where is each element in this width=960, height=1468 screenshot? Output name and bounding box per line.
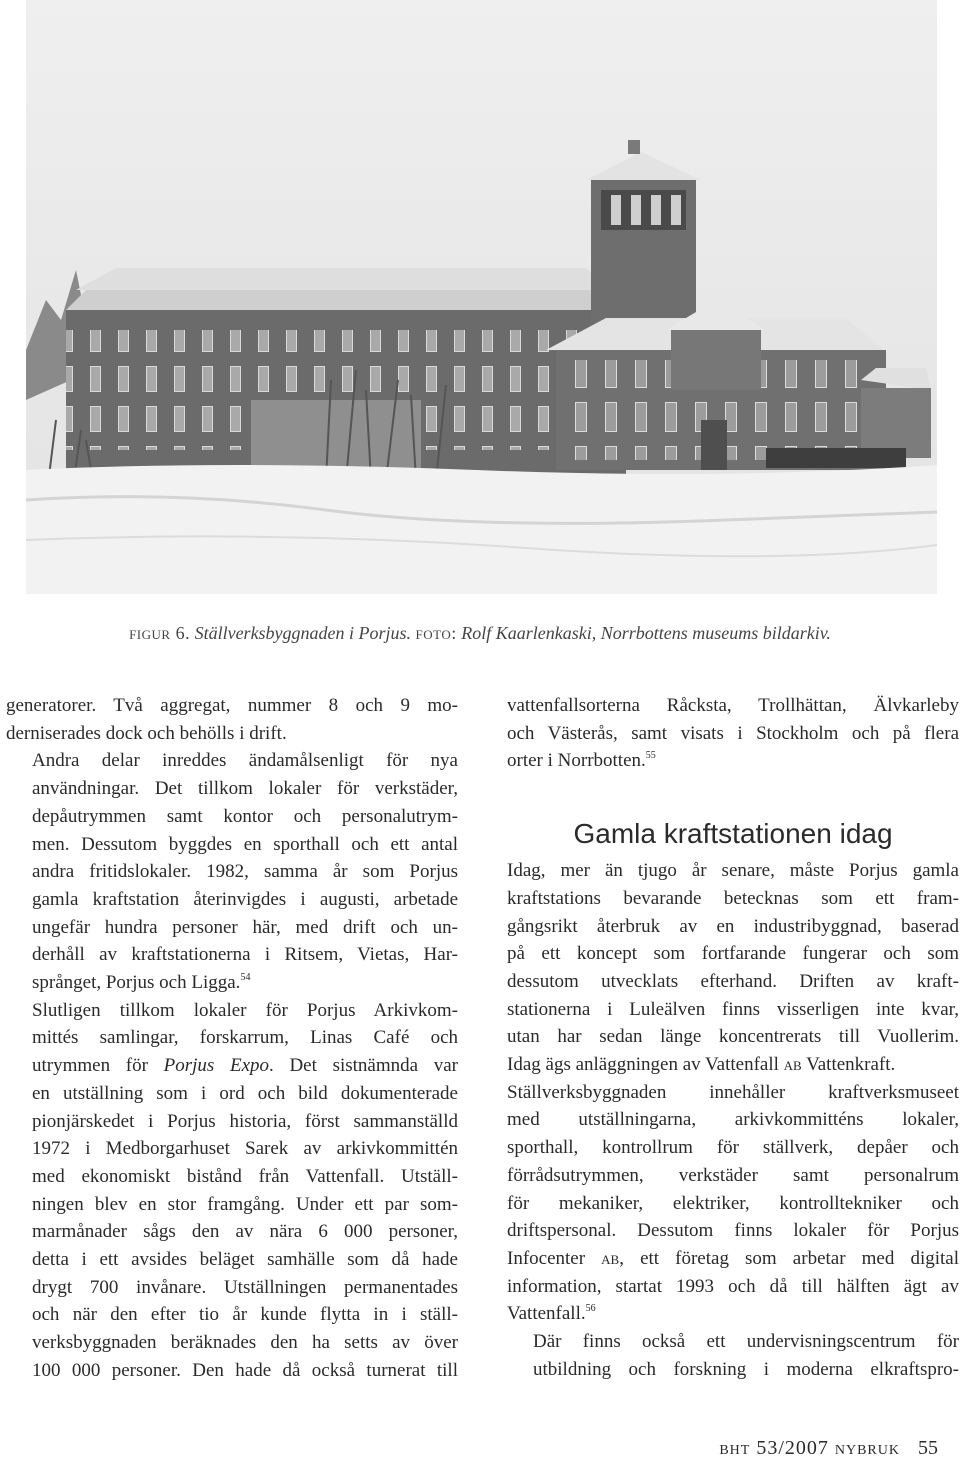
figure-photo bbox=[26, 0, 937, 594]
small-caps-ab: ab bbox=[783, 1054, 802, 1076]
text-line: generatorer. Två aggregat, nummer 8 och 9 mo- bbox=[6, 695, 458, 716]
text-line: men. Dessutom byggdes en sporthall och ett antal bbox=[32, 833, 458, 855]
text-line bbox=[507, 1245, 959, 1273]
text-line bbox=[6, 969, 458, 997]
left-column bbox=[6, 692, 458, 1385]
italic-porjus-expo: Porjus Expo bbox=[163, 1055, 270, 1077]
text-run: språnget, Porjus och Ligga. bbox=[32, 972, 241, 994]
text-line: verksbyggnaden beräknades den ha setts av över bbox=[32, 1332, 458, 1354]
text-line: marmånader sågs den av nära 6 000 personer, bbox=[32, 1221, 458, 1243]
left-paragraph-2 bbox=[6, 747, 458, 996]
text-line: 1972 i Medborgarhuset Sarek av arkivkommittén bbox=[32, 1138, 458, 1160]
running-footer bbox=[719, 1436, 938, 1460]
right-paragraph-3 bbox=[507, 1328, 959, 1383]
footnote-56: 56 bbox=[585, 1303, 596, 1315]
text-line: Slutligen tillkom lokaler för Porjus Arkivkom- bbox=[32, 999, 458, 1021]
text-line: med utställningarna, arkivkommitténs lokaler, bbox=[507, 1109, 959, 1131]
small-caps-ab: ab bbox=[601, 1247, 620, 1269]
text-run: . Det sistnämnda var bbox=[269, 1055, 459, 1077]
text-line: en utställning som i ord och bild dokumenterade bbox=[32, 1082, 458, 1104]
text-line: andra fritidslokaler. 1982, samma år som Porjus bbox=[32, 861, 458, 883]
text-line: pionjärskedet i Porjus historia, först sammanställd bbox=[32, 1110, 458, 1132]
text-run: Idag ägs anläggningen av Vattenfall bbox=[507, 1054, 784, 1076]
text-run: , ett företag som arbetar med digital bbox=[619, 1247, 959, 1269]
text-line: för mekaniker, elektriker, kontrolltekniker och bbox=[507, 1192, 959, 1214]
text-line: driftspersonal. Dessutom finns lokaler för Porjus bbox=[507, 1220, 959, 1242]
text-line bbox=[6, 1052, 458, 1080]
text-line: ungefär hundra personer här, med drift och un- bbox=[32, 916, 458, 938]
page-number: 55 bbox=[918, 1437, 938, 1459]
text-line: förrådsutrymmen, verkstäder samt personalrum bbox=[507, 1164, 959, 1186]
text-run: Vattenfall. bbox=[507, 1303, 586, 1325]
text-line: gångsrikt återbruk av en industribyggnad, baserad bbox=[507, 915, 959, 937]
text-run: Infocenter bbox=[507, 1247, 602, 1269]
figure-caption bbox=[0, 620, 960, 646]
text-line: Där finns också ett undervisningscentrum för bbox=[533, 1331, 959, 1353]
text-line: depåutrymmen samt kontor och personalutrym- bbox=[32, 805, 458, 827]
journal-name: bht 53/2007 nybruk bbox=[719, 1437, 900, 1459]
text-line: stationerna i Luleälven finns visserligen inte kvar, bbox=[507, 998, 959, 1020]
text-line: användningar. Det tillkom lokaler för verkstäder, bbox=[32, 778, 458, 800]
foto-label: foto: bbox=[415, 623, 457, 643]
left-paragraph-3 bbox=[6, 997, 458, 1385]
left-paragraph-1 bbox=[6, 692, 458, 747]
building-photo bbox=[26, 0, 937, 594]
footnote-54: 54 bbox=[240, 972, 251, 984]
text-line bbox=[507, 747, 959, 775]
text-line: information, startat 1993 och då till hälften ägt av bbox=[507, 1275, 959, 1297]
text-line: 100 000 personer. Den hade då också turnerat till bbox=[32, 1359, 458, 1381]
right-column bbox=[507, 692, 959, 1383]
text-line: Idag, mer än tjugo år senare, måste Porjus gamla bbox=[507, 860, 959, 882]
text-line: och Västerås, samt visats i Stockholm och på flera bbox=[507, 722, 959, 744]
text-line: kraftstations bevarande betecknas som ett fram- bbox=[507, 887, 959, 909]
text-line: sporthall, kontrollrum för ställverk, depåer och bbox=[507, 1137, 959, 1159]
text-line: drygt 700 invånare. Utställningen permanentades bbox=[32, 1276, 458, 1298]
text-line: detta i ett avsides beläget samhälle som då hade bbox=[32, 1249, 458, 1271]
text-line: gamla kraftstation återinvigdes i augusti, arbetade bbox=[32, 888, 458, 910]
text-line bbox=[507, 1051, 959, 1079]
text-run: orter i Norrbotten. bbox=[507, 750, 646, 772]
right-paragraph-2 bbox=[507, 857, 959, 1328]
text-line: med ekonomiskt bistånd från Vattenfall. Utställ- bbox=[32, 1165, 458, 1187]
text-line: derniserades dock och behölls i drift. bbox=[6, 722, 287, 744]
text-run: Vattenkraft. bbox=[801, 1054, 896, 1076]
figure-label: figur 6. bbox=[129, 623, 191, 643]
text-line: på ett koncept som fortfarande fungerar och som bbox=[507, 943, 959, 965]
text-line: utbildning och forskning i moderna elkraftspro- bbox=[533, 1358, 959, 1380]
text-line: vattenfallsorterna Råcksta, Trollhättan, Älvkarleby bbox=[507, 695, 959, 716]
text-line bbox=[507, 1300, 959, 1328]
text-run: utrymmen för bbox=[32, 1055, 164, 1077]
figure-credit: Rolf Kaarlenkaski, Norrbottens museums bildarkiv. bbox=[461, 623, 831, 643]
text-line: ningen blev en stor framgång. Under ett par som- bbox=[32, 1193, 458, 1215]
text-line: derhåll av kraftstationerna i Ritsem, Vietas, Har- bbox=[32, 944, 458, 966]
text-line: utan har sedan länge koncentrerats till Vuollerim. bbox=[507, 1026, 959, 1048]
text-line: mittés samlingar, forskarrum, Linas Café och bbox=[32, 1027, 458, 1049]
section-heading: Gamla kraftstationen idag bbox=[573, 818, 893, 850]
figure-title: Ställverksbyggnaden i Porjus. bbox=[194, 623, 412, 643]
footnote-55: 55 bbox=[645, 750, 656, 762]
text-line: Andra delar inreddes ändamålsenligt för nya bbox=[32, 750, 458, 772]
text-line: dessutom utvecklats efterhand. Driften av kraft- bbox=[507, 970, 959, 992]
text-line: och när den efter tio år kunde flytta in i ställ- bbox=[32, 1304, 458, 1326]
text-line: Ställverksbyggnaden innehåller kraftverksmuseet bbox=[507, 1081, 959, 1103]
right-paragraph-1 bbox=[507, 692, 959, 775]
